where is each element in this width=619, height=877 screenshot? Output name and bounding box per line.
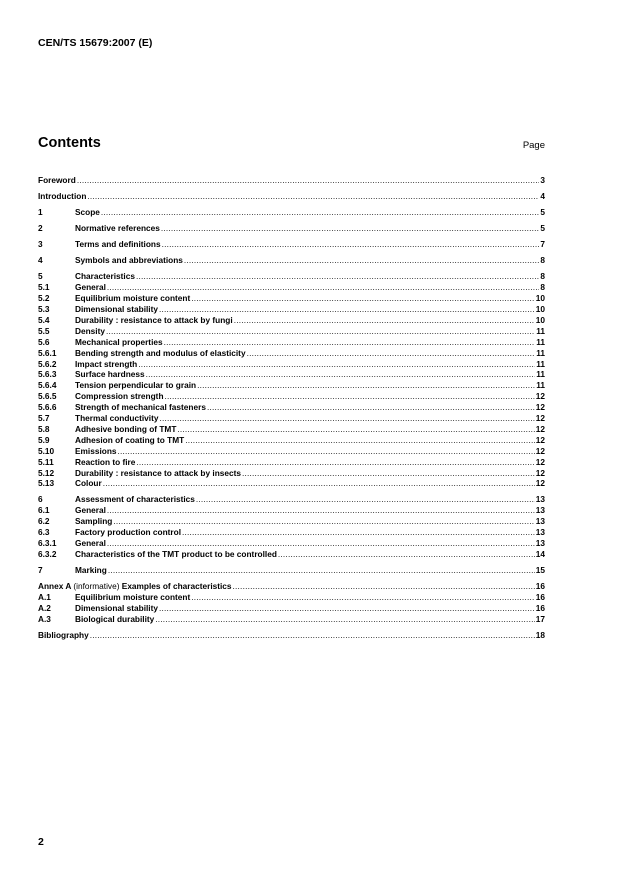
toc-entry-title: Emissions: [75, 445, 117, 456]
toc-entry[interactable]: [38, 359, 545, 370]
toc-entry-number: 6.2: [38, 516, 50, 527]
dot-leader: [242, 468, 535, 479]
toc-entry[interactable]: [38, 348, 545, 359]
dot-leader: [106, 326, 535, 337]
toc-entry[interactable]: [38, 468, 545, 479]
dot-leader: [107, 282, 539, 293]
dot-leader: [278, 549, 535, 560]
toc-entry-title: Compression strength: [75, 391, 164, 402]
toc-entry-title: Foreword: [38, 175, 76, 185]
document-header: CEN/TS 15679:2007 (E): [38, 37, 153, 49]
toc-entry-page: 11: [536, 380, 545, 391]
toc-entry-title: Adhesive bonding of TMT: [75, 423, 177, 434]
toc-entry-page: 8: [540, 255, 545, 266]
toc-entry-number: 5.9: [38, 434, 50, 445]
dot-leader: [184, 255, 539, 266]
toc-entry-title: General: [75, 538, 106, 549]
toc-entry-title: Durability : resistance to attack by insects: [75, 467, 241, 478]
toc-entry-number: 5.6.1: [38, 347, 57, 358]
toc-entry-title: [38, 581, 232, 592]
toc-entry[interactable]: [38, 614, 545, 625]
toc-entry[interactable]: [38, 592, 545, 603]
toc-entry[interactable]: [38, 207, 545, 218]
dot-leader: [113, 516, 534, 527]
dot-leader: [161, 223, 540, 234]
toc-entry-number: 5.3: [38, 304, 50, 315]
dot-leader: [207, 402, 535, 413]
toc-entry-page: 12: [535, 467, 545, 478]
toc-entry-title: Impact strength: [75, 358, 138, 369]
dot-leader: [77, 175, 540, 186]
toc-entry[interactable]: [38, 630, 545, 641]
toc-entry[interactable]: [38, 435, 545, 446]
toc-entry-title: Colour: [75, 478, 102, 489]
toc-entry-number: 6: [38, 494, 43, 505]
toc-entry[interactable]: [38, 337, 545, 348]
toc-entry[interactable]: [38, 282, 545, 293]
toc-entry-page: 15: [535, 565, 545, 575]
toc-entry-title: Density: [75, 325, 105, 336]
toc-entry[interactable]: [38, 494, 545, 505]
dot-leader: [155, 614, 534, 625]
toc-entry-page: 12: [535, 478, 545, 489]
toc-entry-page: 17: [535, 613, 545, 624]
toc-entry-title: Factory production control: [75, 527, 182, 538]
annex-title: Examples of characteristics: [121, 581, 232, 592]
toc-entry-page: 16: [535, 602, 545, 613]
toc-entry-title: General: [75, 282, 106, 293]
dot-leader: [146, 369, 536, 380]
annex-label: Annex A: [38, 581, 72, 592]
toc-entry-title: Characteristics: [75, 271, 135, 282]
toc-entry-page: 12: [535, 413, 545, 424]
toc-entry-page: 8: [540, 271, 545, 282]
toc-entry-number: 5: [38, 271, 43, 282]
toc-entry-page: 18: [535, 629, 545, 640]
toc-entry-title: Reaction to fire: [75, 456, 136, 467]
dot-leader: [118, 446, 535, 457]
dot-leader: [136, 457, 534, 468]
toc-entry-title: Mechanical properties: [75, 336, 163, 347]
toc-entry-page: 11: [536, 325, 545, 336]
dot-leader: [197, 380, 535, 391]
toc-entry[interactable]: [38, 402, 545, 413]
toc-entry-page: 3: [540, 175, 545, 185]
toc-entry-page: 16: [535, 581, 545, 592]
toc-entry-page: 16: [535, 591, 545, 602]
toc-entry[interactable]: [38, 603, 545, 614]
dot-leader: [182, 527, 535, 538]
toc-entry-number: A.2: [38, 602, 51, 613]
toc-entry[interactable]: [38, 413, 545, 424]
dot-leader: [162, 239, 540, 250]
toc-entry-page: 12: [535, 423, 545, 434]
toc-entry[interactable]: [38, 175, 545, 186]
dot-leader: [138, 359, 535, 370]
toc-entry-number: 5.6.3: [38, 369, 57, 380]
toc-entry[interactable]: [38, 516, 545, 527]
toc-entry-page: 12: [535, 402, 545, 413]
toc-entry[interactable]: [38, 271, 545, 282]
dot-leader: [101, 207, 539, 218]
dot-leader: [90, 630, 535, 641]
toc-entry-page: 5: [540, 223, 545, 234]
dot-leader: [103, 478, 535, 489]
annex-type: (informative): [73, 581, 120, 592]
dot-leader: [87, 191, 539, 202]
toc-entry-title: Adhesion of coating to TMT: [75, 434, 185, 445]
toc-entry[interactable]: [38, 424, 545, 435]
toc-entry-title: Terms and definitions: [75, 239, 161, 250]
toc-entry-title: Dimensional stability: [75, 602, 158, 613]
toc-entry-page: 11: [536, 369, 545, 380]
toc-entry[interactable]: [38, 538, 545, 549]
toc-entry-page: 12: [535, 391, 545, 402]
toc-entry[interactable]: [38, 565, 545, 576]
toc-entry-page: 7: [540, 239, 545, 250]
toc-entry-number: 6.3: [38, 527, 50, 538]
toc-entry[interactable]: [38, 315, 545, 326]
toc-entry-title: Strength of mechanical fasteners: [75, 402, 206, 413]
dot-leader: [233, 581, 535, 592]
toc-entry-title: Surface hardness: [75, 369, 145, 380]
toc-entry-title: Scope: [75, 207, 100, 218]
toc-entry[interactable]: [38, 255, 545, 266]
toc-entry-page: 11: [536, 358, 545, 369]
toc-entry-number: 5.6: [38, 336, 50, 347]
toc-entry-page: 13: [535, 516, 545, 527]
toc-entry-number: 5.13: [38, 478, 55, 489]
toc-entry-number: A.3: [38, 613, 51, 624]
toc-entry-number: 2: [38, 223, 43, 234]
toc-entry-title: General: [75, 505, 106, 516]
toc-entry[interactable]: [38, 457, 545, 468]
toc-entry-page: 11: [536, 336, 545, 347]
dot-leader: [108, 565, 535, 576]
toc-entry-number: 5.6.2: [38, 358, 57, 369]
toc-entry-title: Biological durability: [75, 613, 155, 624]
toc-entry[interactable]: [38, 191, 545, 202]
toc-entry[interactable]: [38, 391, 545, 402]
toc-entry-page: 5: [540, 207, 545, 218]
dot-leader: [107, 538, 535, 549]
toc-entry-title: Dimensional stability: [75, 304, 158, 315]
toc-entry-title: Equilibrium moisture content: [75, 293, 191, 304]
toc-entry-title: Equilibrium moisture content: [75, 591, 191, 602]
toc-entry-number: 5.6.4: [38, 380, 57, 391]
toc-entry-number: 3: [38, 239, 43, 250]
toc-entry-title: Tension perpendicular to grain: [75, 380, 197, 391]
toc-entry-title: Durability : resistance to attack by fungi: [75, 315, 233, 326]
toc-entry-title: Sampling: [75, 516, 113, 527]
toc-entry-page: 8: [540, 282, 545, 293]
toc-entry-title: Normative references: [75, 223, 160, 234]
toc-entry[interactable]: [38, 505, 545, 516]
toc-entry-page: 14: [535, 548, 545, 559]
toc-entry-number: 5.10: [38, 445, 55, 456]
toc-entry-page: 10: [535, 293, 545, 304]
toc-entry-page: 4: [540, 191, 545, 202]
toc-entry-number: 5.6.6: [38, 402, 57, 413]
toc-entry-number: 7: [38, 565, 43, 575]
dot-leader: [185, 435, 535, 446]
toc-entry-number: 5.2: [38, 293, 50, 304]
toc-entry-title: Bibliography: [38, 629, 89, 640]
toc-entry[interactable]: [38, 239, 545, 250]
toc-entry-title: Assessment of characteristics: [75, 494, 195, 505]
dot-leader: [234, 315, 535, 326]
toc-entry[interactable]: [38, 581, 545, 592]
toc-entry-page: 13: [535, 505, 545, 516]
toc-entry-page: 10: [535, 315, 545, 326]
dot-leader: [159, 413, 534, 424]
toc-entry-page: 11: [536, 347, 545, 358]
dot-leader: [177, 424, 534, 435]
toc-entry-title: Characteristics of the TMT product to be controlled: [75, 548, 277, 559]
toc-entry-number: 6.1: [38, 505, 50, 516]
dot-leader: [159, 304, 535, 315]
toc-entry[interactable]: [38, 478, 545, 489]
toc-entry[interactable]: [38, 304, 545, 315]
toc-entry-title: Thermal conductivity: [75, 413, 159, 424]
dot-leader: [191, 592, 535, 603]
toc-entry-page: 12: [535, 434, 545, 445]
toc-entry-title: Marking: [75, 565, 107, 575]
toc-entry-page: 13: [535, 494, 545, 505]
toc-entry-title: Symbols and abbreviations: [75, 255, 183, 266]
toc-entry[interactable]: [38, 380, 545, 391]
dot-leader: [159, 603, 535, 614]
dot-leader: [164, 337, 536, 348]
toc-entry-number: A.1: [38, 591, 51, 602]
toc-entry-number: 5.8: [38, 423, 50, 434]
toc-entry[interactable]: [38, 549, 545, 560]
toc-entry-title: Bending strength and modulus of elasticity: [75, 347, 246, 358]
toc-entry-number: 5.5: [38, 325, 50, 336]
toc-entry[interactable]: [38, 446, 545, 457]
page-column-label: Page: [522, 140, 545, 151]
toc-entry-page: 13: [535, 538, 545, 549]
toc-entry[interactable]: [38, 223, 545, 234]
toc-entry[interactable]: [38, 527, 545, 538]
toc-entry-number: 5.7: [38, 413, 50, 424]
toc-entry-number: 5.4: [38, 315, 50, 326]
dot-leader: [196, 494, 535, 505]
toc-entry-number: 6.3.1: [38, 538, 57, 549]
dot-leader: [136, 271, 539, 282]
toc-entry-number: 5.1: [38, 282, 50, 293]
toc-entry-title: Introduction: [38, 191, 87, 202]
dot-leader: [191, 293, 535, 304]
dot-leader: [247, 348, 536, 359]
toc-entry-number: 4: [38, 255, 43, 266]
toc-entry[interactable]: [38, 293, 545, 304]
dot-leader: [107, 505, 535, 516]
table-of-contents: [38, 175, 545, 641]
toc-entry-number: 6.3.2: [38, 548, 57, 559]
toc-entry-number: 5.12: [38, 467, 55, 478]
toc-entry-number: 1: [38, 207, 43, 218]
toc-entry-number: 5.11: [38, 456, 54, 467]
page-title: Contents: [38, 135, 101, 151]
toc-entry-page: 12: [535, 456, 545, 467]
page-number: 2: [38, 836, 44, 848]
toc-entry-page: 12: [535, 445, 545, 456]
toc-entry[interactable]: [38, 369, 545, 380]
toc-entry-page: 13: [535, 527, 545, 538]
toc-entry-page: 10: [535, 304, 545, 315]
toc-entry[interactable]: [38, 326, 545, 337]
toc-entry-number: 5.6.5: [38, 391, 57, 402]
dot-leader: [165, 391, 535, 402]
